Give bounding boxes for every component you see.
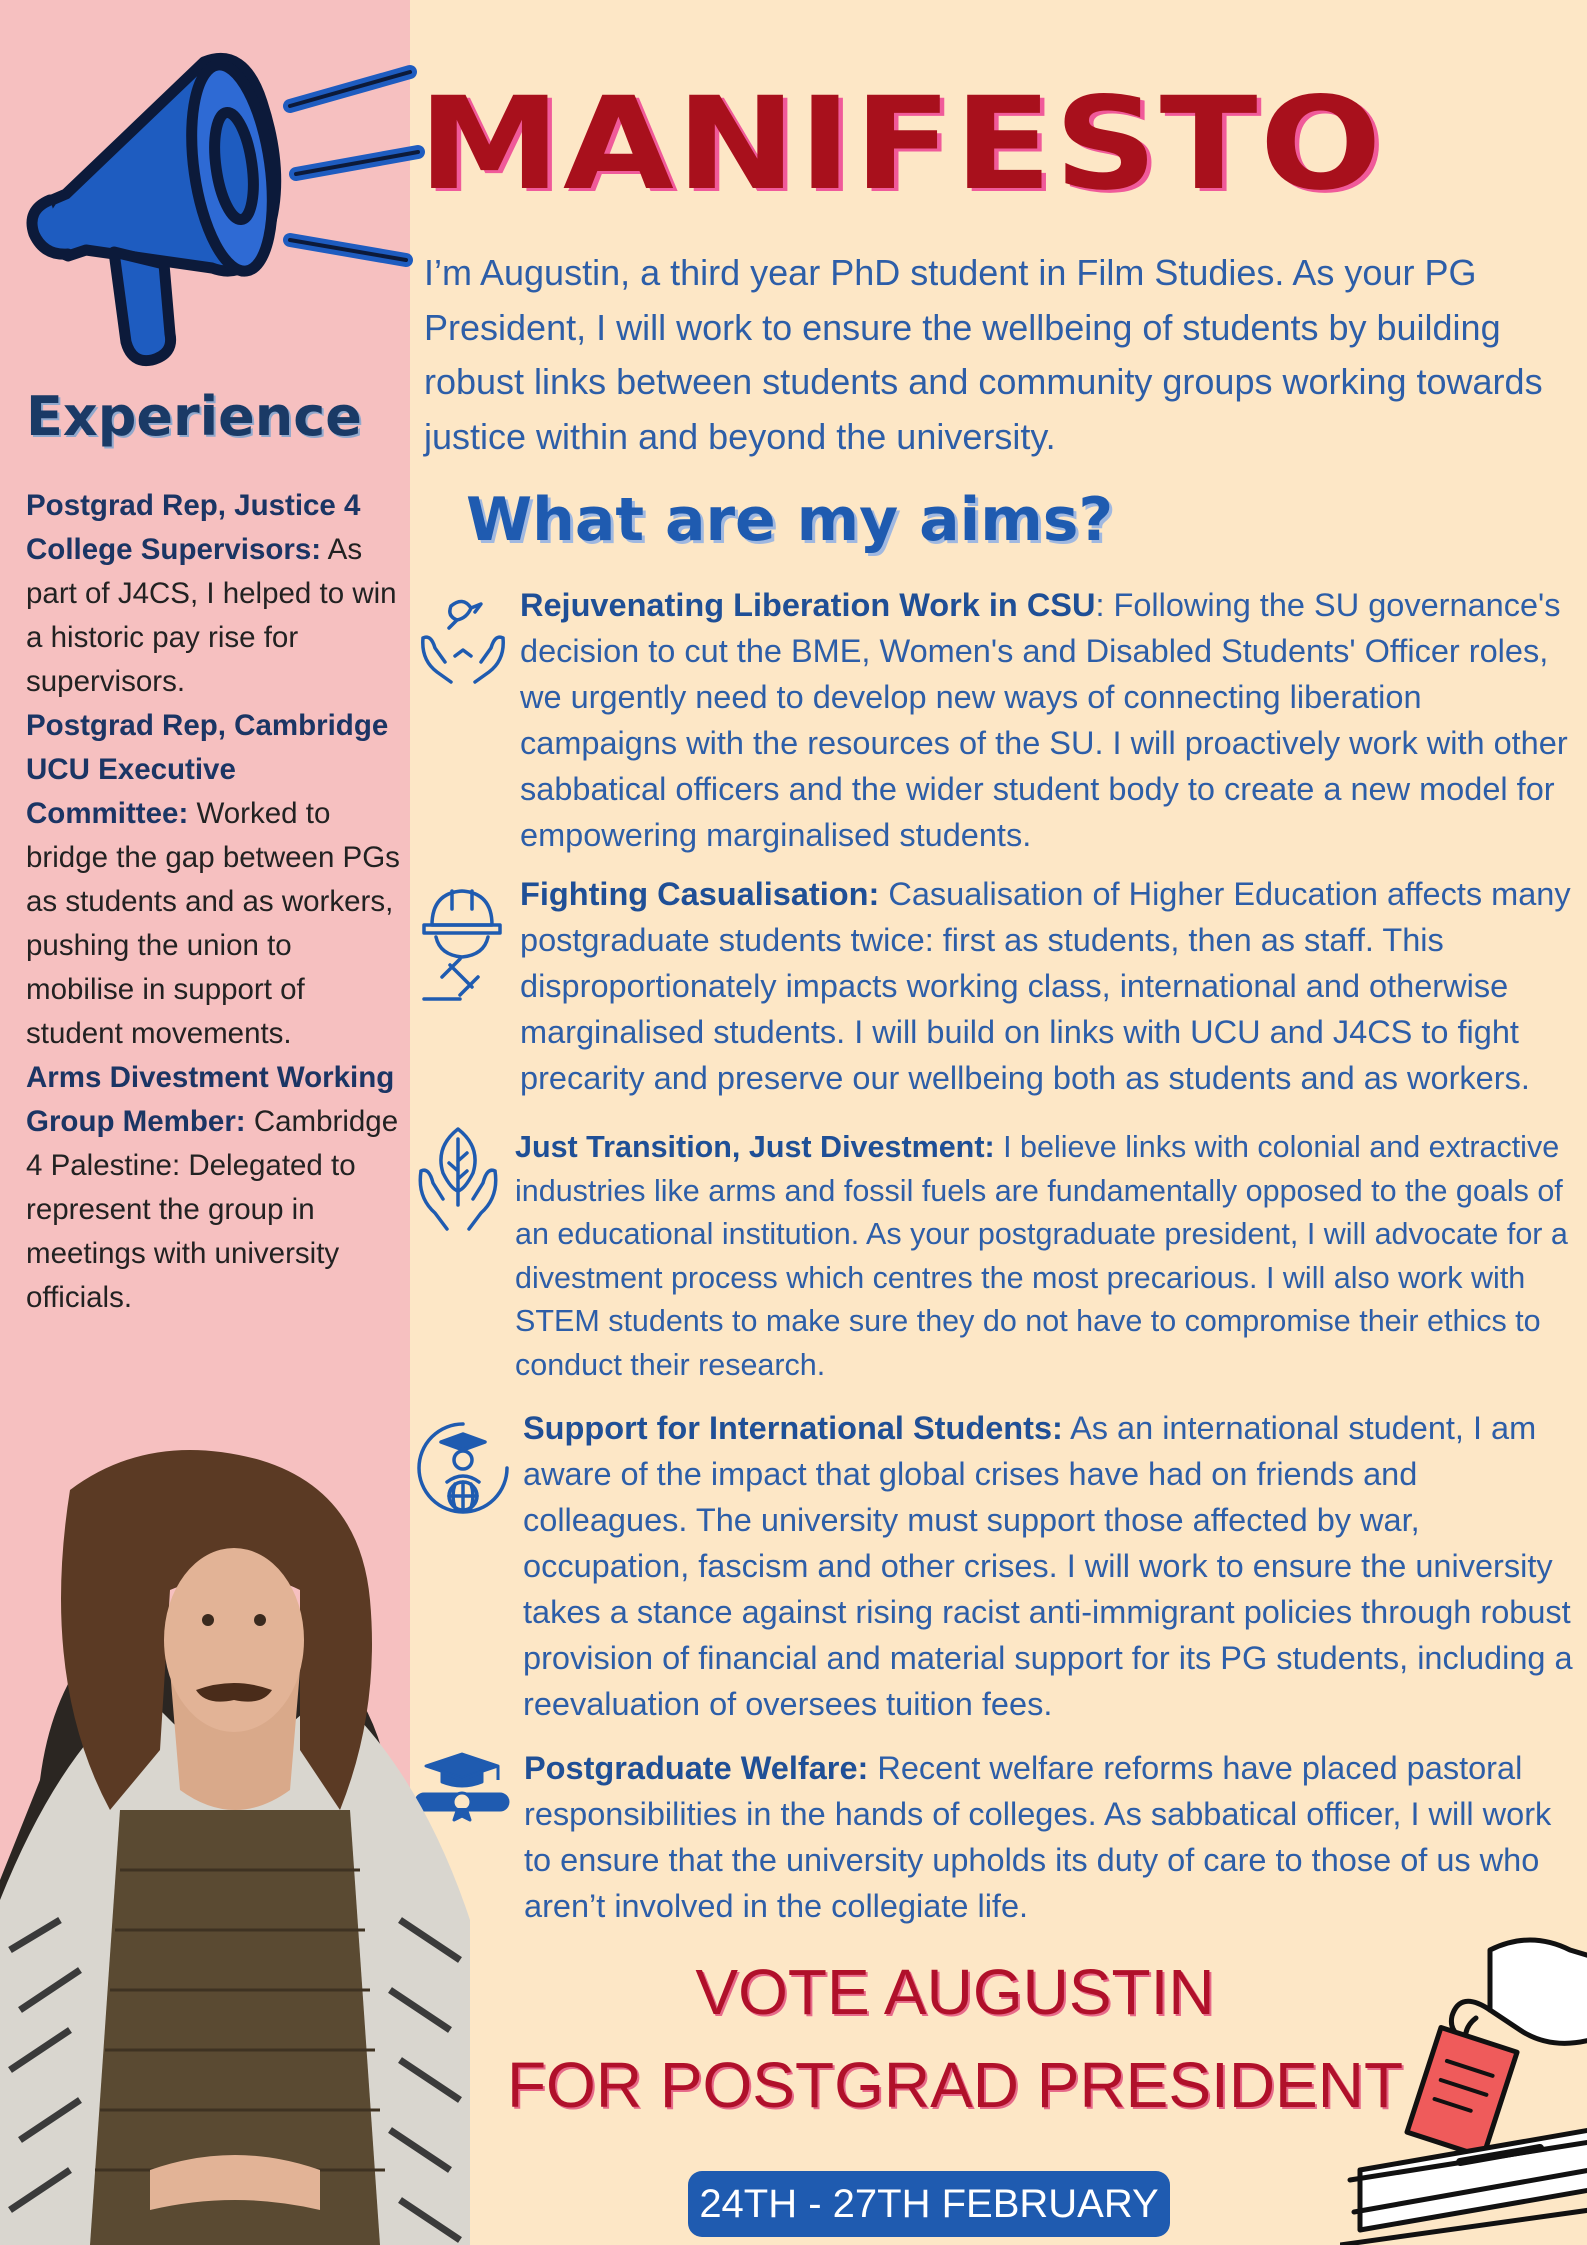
experience-role: Postgrad Rep, Justice 4 College Supervisors:: [26, 489, 361, 566]
aim-just-transition: [515, 1126, 1580, 1387]
aim-international-students: [523, 1405, 1583, 1727]
aim-title: Postgraduate Welfare:: [524, 1750, 869, 1786]
experience-list: [26, 484, 406, 1320]
candidate-photo: [0, 1450, 480, 2245]
election-dates-badge: 24TH - 27TH FEBRUARY: [688, 2171, 1170, 2237]
aim-title: Fighting Casualisation:: [520, 876, 880, 912]
aim-liberation-work: [520, 582, 1580, 858]
experience-item: [26, 1056, 406, 1320]
aim-postgraduate-welfare: [524, 1745, 1584, 1929]
page-title: MANIFESTO: [418, 70, 1384, 219]
intro-paragraph: I’m Augustin, a third year PhD student in Film Studies. As your PG President, I will work to ensure the wellbeing of students by building robust links between students and community groups working towards justice within and beyond the university.: [424, 252, 1543, 457]
aim-text: Following the SU governance's decision to cut the BME, Women's and Disabled Students' Officer roles, we urgently need to develop new ways of connecting liberation campaigns with the resources of the SU. I will proactively work with other sabbatical officers and the wider student body to create a new model for empowering marginalised students.: [520, 587, 1568, 853]
experience-role: Postgrad Rep, Cambridge UCU Executive Committee:: [26, 709, 389, 830]
aims-heading: What are my aims?: [466, 485, 1114, 555]
aim-title: Just Transition, Just Divestment:: [515, 1130, 995, 1164]
aim-text: Recent welfare reforms have placed pastoral responsibilities in the hands of colleges. As sabbatical officer, I will work to ensure that the university upholds its duty of care to those of us who aren’t involved in the collegiate life.: [524, 1750, 1552, 1924]
experience-text: Worked to bridge the gap between PGs as students and as workers, pushing the union to mobilise in support of student movements.: [26, 797, 400, 1050]
vote-line-1: VOTE AUGUSTIN: [695, 1956, 1215, 2028]
aim-title: Rejuvenating Liberation Work in CSU: [520, 587, 1096, 623]
aim-title: Support for International Students:: [523, 1410, 1063, 1446]
aim-fighting-casualisation: [520, 871, 1582, 1101]
hardhat-gavel-icon: [420, 885, 502, 1001]
leaf-hands-icon: [415, 1125, 501, 1231]
aim-text: Casualisation of Higher Education affects many postgraduate students twice: first as students, then as staff. This disproportionately impacts working class, international and otherwise marginalised students. I will build on links with UCU and J4CS to fight precarity and preserve our wellbeing both as students and as workers.: [520, 876, 1571, 1096]
experience-item: [26, 484, 406, 704]
experience-heading: Experience: [26, 385, 362, 448]
experience-text: As part of J4CS, I helped to win a historic pay rise for supervisors.: [26, 533, 397, 698]
ballot-box-icon: [1340, 1930, 1587, 2245]
aim-title-separator: :: [1095, 587, 1105, 623]
megaphone-icon: [22, 42, 472, 382]
vote-line-2: FOR POSTGRAD PRESIDENT: [506, 2049, 1404, 2121]
dove-hands-icon: [415, 598, 511, 684]
experience-role: Arms Divestment Working Group Member:: [26, 1061, 395, 1138]
aim-text: As an international student, I am aware of the impact that global crises have had on friends and colleagues. The university must support those affected by war, occupation, fascism and other crises. I will work to ensure the university takes a stance against rising racist anti-immigrant policies through robust provision of financial and material support for its PG students, including a reevaluation of oversees tuition fees.: [523, 1410, 1573, 1722]
experience-text: Cambridge 4 Palestine: Delegated to represent the group in meetings with university officials.: [26, 1105, 399, 1314]
aim-text: I believe links with colonial and extractive industries like arms and fossil fuels are fundamentally opposed to the goals of an educational institution. As your postgraduate president, I will advocate for a divestment process which centres the most precarious. I will also work with STEM students to make sure they do not have to compromise their ethics to conduct their research.: [515, 1130, 1568, 1382]
experience-item: [26, 704, 406, 1056]
